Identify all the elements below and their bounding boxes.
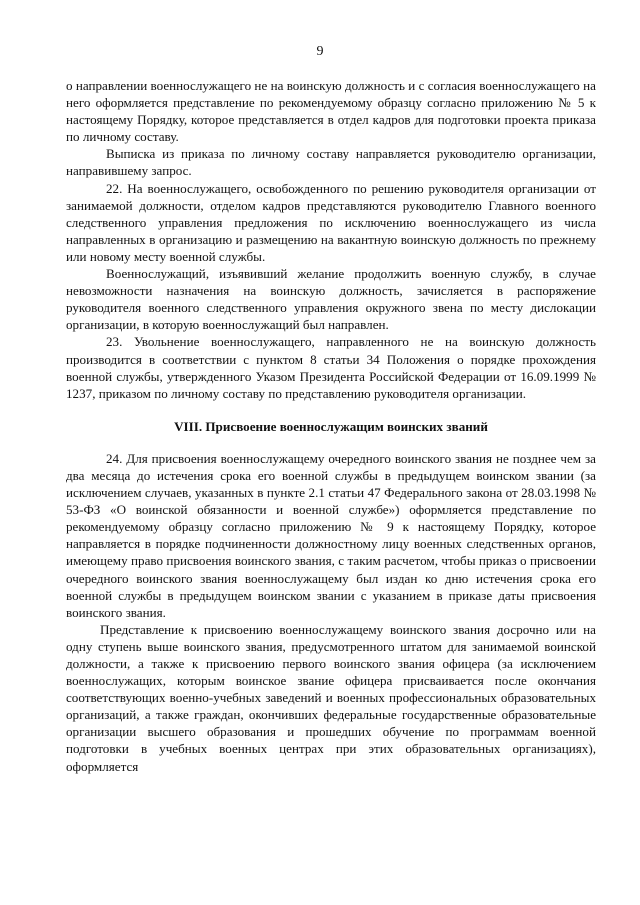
paragraph: о направлении военнослужащего не на воинскую должность и с согласия военнослужащего на него оформляется представление по рекомендуемому образцу согласно приложению № 5 к настоящему Порядку, которое представляется в отдел кадров для подготовки проекта приказа по личному составу. xyxy=(66,78,596,145)
section-heading: VIII. Присвоение военнослужащим воинских званий xyxy=(174,418,488,434)
paragraph: 24. Для присвоения военнослужащему очередного воинского звания не позднее чем за два месяца до истечения срока его военной службы в предыдущем воинском звании (за исключением случаев, указанных в пункте 2.1 статьи 47 Федерального закона от 28.03.1998 № 53-ФЗ «О воинской обязанности и военной службе») оформляется представление по рекомендуемому образцу согласно приложению № 9 к настоящему Порядку, которое направляется в порядке подчиненности должностному лицу военных следственных органов, имеющему право присвоения воинского звания, с таким расчетом, чтобы приказ о присвоении очередного воинского звания военнослужащему был издан ко дню истечения срока его военной службы в предыдущем воинском звании с указанием в приказе даты присвоения воинского звания. xyxy=(66,450,596,620)
page-number: 9 xyxy=(316,44,324,59)
paragraph: 22. На военнослужащего, освобожденного по решению руководителя организации от занимаемой должности, отделом кадров представляются руководителю Главного военного следственного управления предложения по исключению военнослужащего из числа направленных в организацию и размещению на вакантную воинскую должность по прежнему или новому месту военной службы. xyxy=(66,180,596,264)
paragraph: Выписка из приказа по личному составу направляется руководителю организации, направившему запрос. xyxy=(66,146,596,179)
document-body xyxy=(66,77,596,775)
paragraph: 23. Увольнение военнослужащего, направленного не на воинскую должность производится в соответствии с пунктом 8 статьи 34 Положения о порядке прохождения военной службы, утвержденного Указом Президента Российской Федерации от 16.09.1999 № 1237, приказом по личному составу по представлению руководителя организации. xyxy=(66,334,596,401)
paragraph: Военнослужащий, изъявивший желание продолжить военную службу, в случае невозможности назначения на воинскую должность, зачисляется в распоряжение руководителя военного следственного управления окружного звена по месту дислокации организации, в которую военнослужащий был направлен. xyxy=(66,266,596,333)
paragraph: Представление к присвоению военнослужащему воинского звания досрочно или на одну ступень выше воинского звания, предусмотренного штатом для занимаемой воинской должности, а также к присвоению первого воинского звания офицера (за исключением военнослужащих, которым воинское звание офицера присваивается после окончания соответствующих военно-учебных заведений и военных профессиональных образовательных организаций, а также граждан, окончивших федеральные государственные образовательные организации высшего образования и прошедших обучение по программам военной подготовки в учебных военных центрах при этих образовательных организациях), оформляется xyxy=(66,621,596,774)
